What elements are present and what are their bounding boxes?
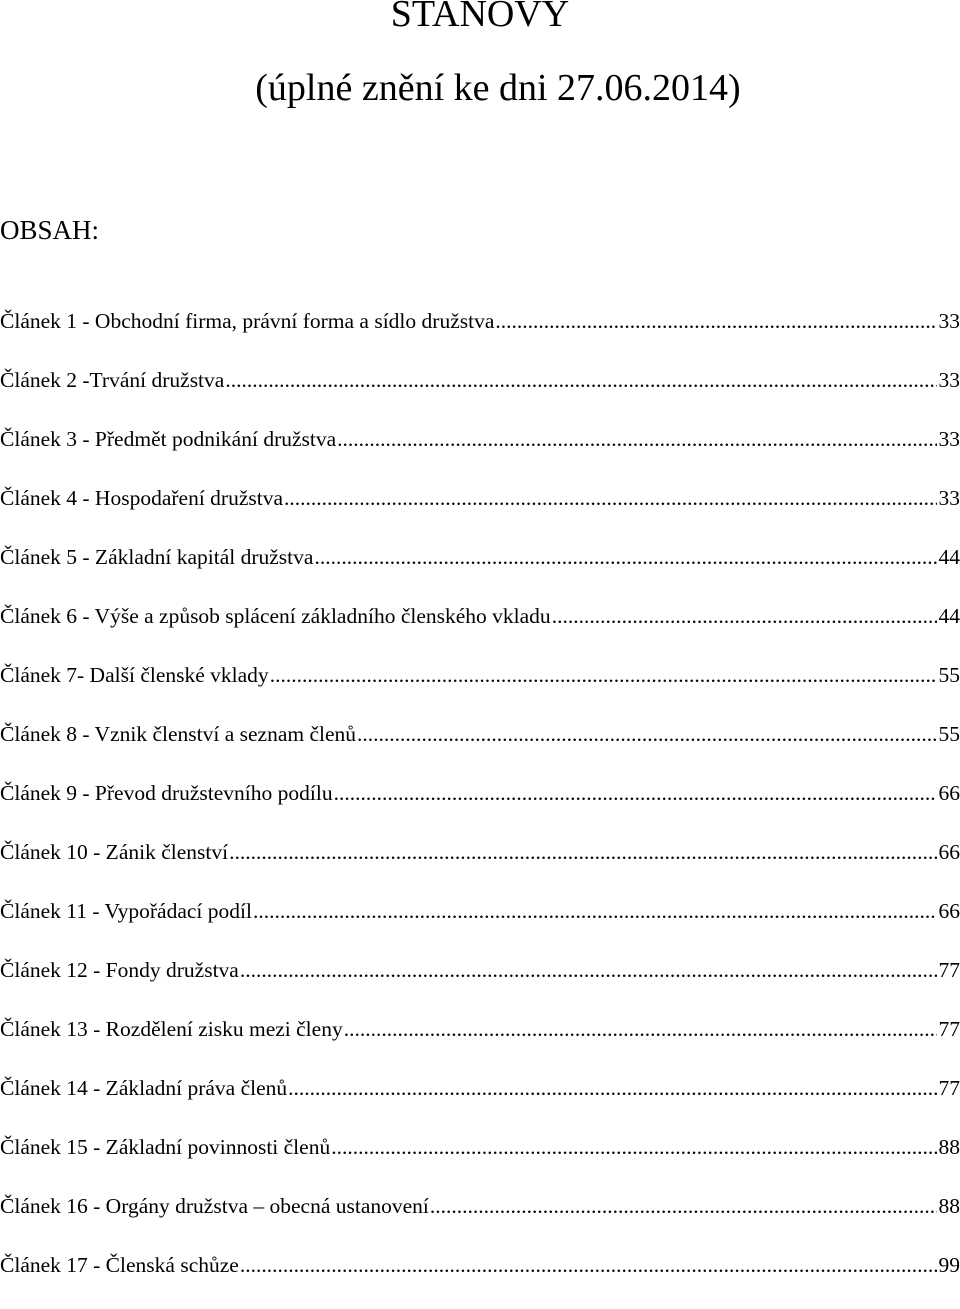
toc-entry-page: 99 (939, 1250, 960, 1280)
toc-dot-leader (225, 365, 936, 395)
toc-entry-label: Článek 4 - Hospodaření družstva (0, 483, 283, 513)
toc-entry-page: 88 (939, 1191, 960, 1221)
toc-entry-13[interactable] (0, 1014, 960, 1073)
toc-dot-leader (314, 542, 936, 572)
table-of-contents (0, 306, 960, 1309)
toc-entry-label: Článek 15 - Základní povinnosti členů (0, 1132, 330, 1162)
toc-dot-leader (288, 1073, 936, 1103)
toc-entry-15[interactable] (0, 1132, 960, 1191)
toc-entry-8[interactable] (0, 719, 960, 778)
toc-dot-leader (240, 1250, 937, 1280)
toc-dot-leader (270, 660, 937, 690)
toc-dot-leader (495, 306, 936, 336)
toc-entry-label: Článek 9 - Převod družstevního podílu (0, 778, 333, 808)
toc-entry-12[interactable] (0, 955, 960, 1014)
toc-entry-label: Článek 17 - Členská schůze (0, 1250, 239, 1280)
toc-dot-leader (334, 778, 937, 808)
toc-entry-label: Článek 13 - Rozdělení zisku mezi členy (0, 1014, 343, 1044)
toc-entry-7[interactable] (0, 660, 960, 719)
document-title: STANOVY (0, 0, 960, 40)
toc-entry-page: 33 (939, 365, 960, 395)
toc-dot-leader (253, 896, 937, 926)
toc-entry-page: 55 (939, 660, 960, 690)
toc-dot-leader (357, 719, 936, 749)
toc-entry-page: 77 (939, 1014, 960, 1044)
toc-entry-page: 66 (939, 778, 960, 808)
toc-entry-label: Článek 8 - Vznik členství a seznam členů (0, 719, 356, 749)
toc-entry-page: 44 (939, 601, 960, 631)
toc-entry-label: Článek 6 - Výše a způsob splácení základního členského vkladu (0, 601, 551, 631)
toc-entry-page: 66 (939, 896, 960, 926)
toc-entry-9[interactable] (0, 778, 960, 837)
toc-entry-label: Článek 10 - Zánik členství (0, 837, 228, 867)
toc-entry-4[interactable] (0, 483, 960, 542)
toc-entry-6[interactable] (0, 601, 960, 660)
toc-dot-leader (552, 601, 937, 631)
toc-entry-page: 88 (939, 1132, 960, 1162)
toc-entry-label: Článek 2 -Trvání družstva (0, 365, 224, 395)
toc-entry-page: 44 (939, 542, 960, 572)
toc-entry-label: Článek 16 - Orgány družstva – obecná ustanovení (0, 1191, 429, 1221)
toc-entry-page: 33 (939, 306, 960, 336)
toc-heading: OBSAH: (0, 212, 99, 248)
toc-entry-label: Článek 1 - Obchodní firma, právní forma a sídlo družstva (0, 306, 494, 336)
toc-entry-label: Článek 5 - Základní kapitál družstva (0, 542, 313, 572)
toc-dot-leader (337, 424, 936, 454)
toc-dot-leader (331, 1132, 936, 1162)
toc-dot-leader (284, 483, 936, 513)
toc-entry-page: 77 (939, 1073, 960, 1103)
toc-entry-label: Článek 14 - Základní práva členů (0, 1073, 287, 1103)
toc-entry-label: Článek 11 - Vypořádací podíl (0, 896, 252, 926)
toc-entry-page: 66 (939, 837, 960, 867)
toc-entry-10[interactable] (0, 837, 960, 896)
toc-dot-leader (229, 837, 936, 867)
toc-entry-1[interactable] (0, 306, 960, 365)
document-subtitle: (úplné znění ke dni 27.06.2014) (0, 62, 960, 114)
toc-entry-label: Článek 7- Další členské vklady (0, 660, 269, 690)
toc-entry-page: 77 (939, 955, 960, 985)
toc-entry-page: 33 (939, 483, 960, 513)
toc-entry-16[interactable] (0, 1191, 960, 1250)
toc-entry-label: Článek 12 - Fondy družstva (0, 955, 239, 985)
toc-entry-page: 33 (939, 424, 960, 454)
toc-dot-leader (430, 1191, 937, 1221)
toc-entry-11[interactable] (0, 896, 960, 955)
toc-entry-5[interactable] (0, 542, 960, 601)
toc-entry-3[interactable] (0, 424, 960, 483)
toc-dot-leader (344, 1014, 937, 1044)
toc-dot-leader (240, 955, 937, 985)
toc-entry-page: 55 (939, 719, 960, 749)
toc-entry-14[interactable] (0, 1073, 960, 1132)
toc-entry-2[interactable] (0, 365, 960, 424)
toc-entry-17[interactable] (0, 1250, 960, 1309)
toc-entry-label: Článek 3 - Předmět podnikání družstva (0, 424, 336, 454)
